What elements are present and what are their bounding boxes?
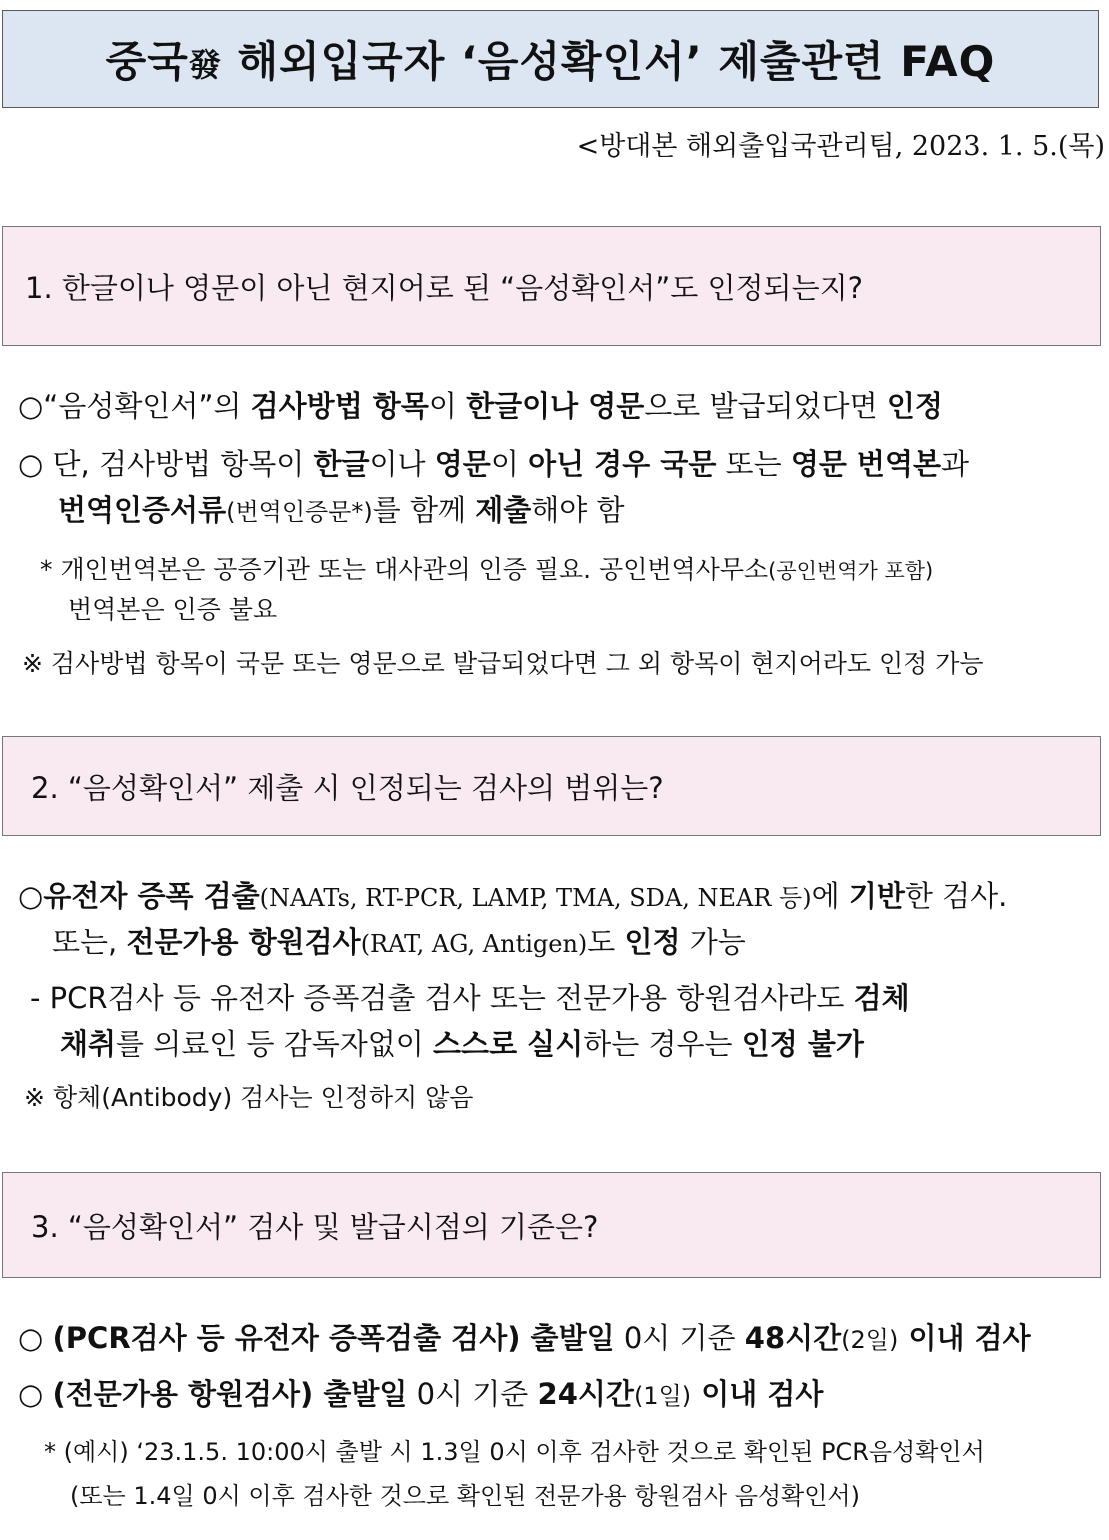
q1-note-1-cont: 번역본은 인증 불요 (68, 595, 278, 624)
q2-answer-2-cont: 채취를 의료인 등 감독자없이 스스로 실시하는 경우는 인정 불가 (60, 1027, 864, 1061)
q2-note: ※ 항체(Antibody) 검사는 인정하지 않음 (24, 1083, 474, 1112)
q1-answer-1: ○“음성확인서”의 검사방법 항목이 한글이나 영문으로 발급되었다면 인정 (18, 389, 943, 423)
q2-answer-2: - PCR검사 등 유전자 증폭검출 검사 또는 전문가용 항원검사라도 검체 (30, 981, 910, 1015)
q3-note-cont: (또는 1.4일 0시 이후 검사한 것으로 확인된 전문가용 항원검사 음성확인서) (70, 1482, 860, 1510)
question-box-3 (2, 1172, 1101, 1278)
document-title (106, 29, 996, 89)
title-part: 중국 (105, 37, 189, 86)
question-box-2 (2, 736, 1101, 836)
q2-answer-1-cont: 또는, 전문가용 항원검사(RAT, AG, Antigen)도 인정 가능 (52, 925, 746, 959)
q1-answer-2-cont: 번역인증서류(번역인증문*)를 함께 제출해야 함 (58, 493, 625, 527)
title-part: 해외입국자 ‘음성확인서’ 제출관련 FAQ (221, 37, 996, 86)
question-1: 1. 한글이나 영문이 아닌 현지어로 된 “음성확인서”도 인정되는지? (25, 270, 863, 305)
question-box-1 (2, 226, 1101, 346)
question-2: 2. “음성확인서” 제출 시 인정되는 검사의 범위는? (31, 770, 664, 805)
issuer-date: <방대본 해외출입국관리팀, 2023. 1. 5.(목) (576, 131, 1105, 162)
q3-note: * (예시) ‘23.1.5. 10:00시 출발 시 1.3일 0시 이후 검사한 것으로 확인된 PCR음성확인서 (44, 1438, 985, 1466)
title-part: 發 (188, 46, 222, 84)
q2-answer-1: ○유전자 증폭 검출(NAATs, RT-PCR, LAMP, TMA, SDA, NEAR 등)에 기반한 검사. (18, 879, 1008, 913)
q3-answer-1: ○ (PCR검사 등 유전자 증폭검출 검사) 출발일 0시 기준 48시간(2일) 이내 검사 (18, 1321, 1031, 1355)
title-box (2, 10, 1099, 108)
q1-note-2: ※ 검사방법 항목이 국문 또는 영문으로 발급되었다면 그 외 항목이 현지어라도 인정 가능 (22, 649, 984, 678)
q1-note-1: * 개인번역본은 공증기관 또는 대사관의 인증 필요. 공인번역사무소(공인번역가 포함) (40, 555, 934, 584)
question-3: 3. “음성확인서” 검사 및 발급시점의 기준은? (31, 1209, 599, 1244)
q1-answer-2: ○ 단, 검사방법 항목이 한글이나 영문이 아닌 경우 국문 또는 영문 번역본과 (18, 447, 969, 481)
q3-answer-2: ○ (전문가용 항원검사) 출발일 0시 기준 24시간(1일) 이내 검사 (18, 1377, 824, 1411)
